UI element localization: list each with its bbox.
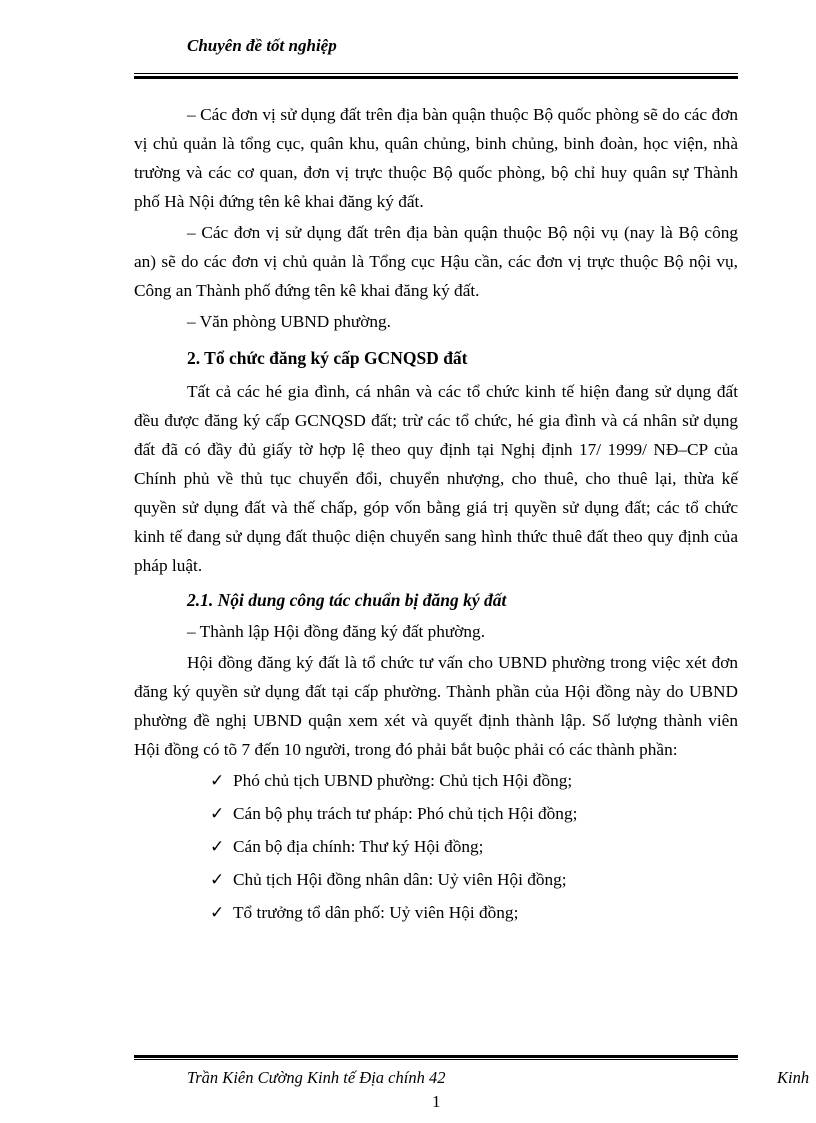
list-item <box>210 832 738 865</box>
section-2-1-item: – Thành lập Hội đồng đăng ký đất phường. <box>187 622 486 641</box>
paragraph-ward-office: – Văn phòng UBND phường. <box>187 312 391 331</box>
paragraph-interior-units: – Các đơn vị sử dụng đất trên địa bàn quận thuộc Bộ nội vụ (nay là Bộ công an) sẽ do các đơn vị chủ quản là Tổng cục Hậu cần, các đơn vị trực thuộc Bộ nội vụ, Công an Thành phố đứng tên kê khai đăng ký đất. <box>134 223 738 300</box>
list-item-text: Chủ tịch Hội đồng nhân dân: Uỷ viên Hội đồng; <box>233 870 567 889</box>
footer-author: Trần Kiên Cường Kinh tế Địa chính 42 <box>187 1068 446 1087</box>
list-item-text: Tổ trưởng tổ dân phố: Uỷ viên Hội đồng; <box>233 903 519 922</box>
check-icon: ✓ <box>210 903 225 922</box>
header-title: Chuyên đề tốt nghiệp <box>187 36 337 55</box>
list-item-text: Cán bộ địa chính: Thư ký Hội đồng; <box>233 837 484 856</box>
header-rule-thick <box>134 76 738 79</box>
list-item-text: Cán bộ phụ trách tư pháp: Phó chủ tịch Hội đồng; <box>233 804 578 823</box>
page-number: 1 <box>432 1092 441 1111</box>
section-2-1-paragraph: Hội đồng đăng ký đất là tổ chức tư vấn cho UBND phường trong việc xét đơn đăng ký quyền sử dụng đất tại cấp phường. Thành phần của Hội đồng này do UBND phường đề nghị UBND quận xem xét và quyết định thành lập. Số lượng thành viên Hội đồng có tõ 7 đến 10 người, trong đó phải bắt buộc phải có các thành phần: <box>134 653 738 759</box>
check-icon: ✓ <box>210 804 225 823</box>
footer-rule-thick <box>134 1055 738 1058</box>
footer-right-text: Kinh <box>777 1068 810 1087</box>
list-item <box>210 865 738 898</box>
check-icon: ✓ <box>210 837 225 856</box>
members-checklist <box>134 766 738 931</box>
list-item <box>210 799 738 832</box>
section-2-heading: 2. Tổ chức đăng ký cấp GCNQSD đất <box>187 348 468 368</box>
header-rule-thin <box>134 73 738 74</box>
document-body <box>134 100 738 931</box>
footer-rule-thin <box>134 1059 738 1060</box>
section-2-paragraph: Tất cả các hé gia đình, cá nhân và các tổ chức kinh tế hiện đang sử dụng đất đều được đăng ký cấp GCNQSD đất; trừ các tổ chức, hé gia đình và cá nhân sử dụng đất đã có đầy đủ giấy tờ hợp lệ theo quy định tại Nghị định 17/ 1999/ NĐ–CP của Chính phủ về thủ tục chuyển đổi, chuyển nhượng, cho thuê, cho thuê lại, thừa kế quyền sử dụng đất và thế chấp, góp vốn bằng giá trị quyền sử dụng đất; các tổ chức kinh tế đang sử dụng đất thuộc diện chuyển sang hình thức thuê đất theo quy định của pháp luật. <box>134 382 738 575</box>
list-item <box>210 898 738 931</box>
list-item <box>210 766 738 799</box>
check-icon: ✓ <box>210 870 225 889</box>
list-item-text: Phó chủ tịch UBND phường: Chủ tịch Hội đồng; <box>233 771 573 790</box>
check-icon: ✓ <box>210 771 225 790</box>
section-2-1-heading: 2.1. Nội dung công tác chuẩn bị đăng ký đất <box>187 590 507 610</box>
paragraph-defense-units: – Các đơn vị sử dụng đất trên địa bàn quận thuộc Bộ quốc phòng sẽ do các đơn vị chủ quản là tổng cục, quân khu, quân chủng, binh chủng, binh đoàn, học viện, nhà trường và các cơ quan, đơn vị trực thuộc Bộ quốc phòng, bộ chỉ huy quân sự Thành phố Hà Nội đứng tên kê khai đăng ký đất. <box>134 105 738 211</box>
